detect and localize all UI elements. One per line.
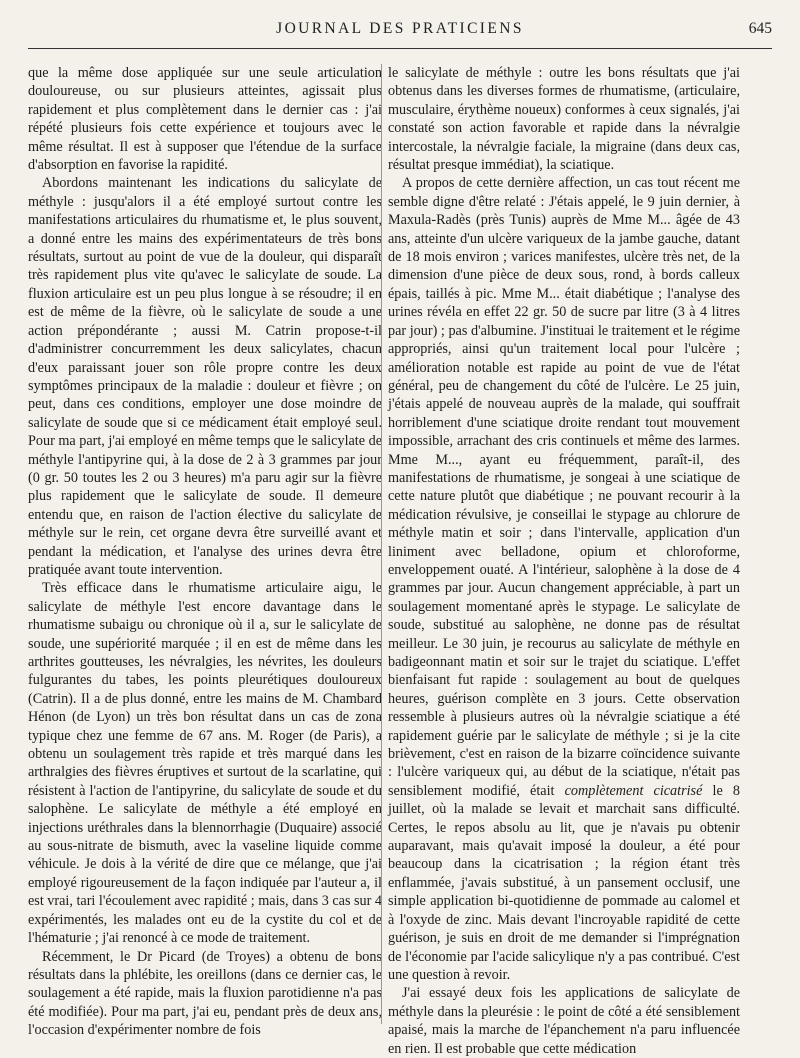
- paragraph-text: A propos de cette dernière affection, un cas tout récent me semble digne d'être relaté : J'étais appelé, le 9 juin dernier, à Maxula-Radès (près Tunis) auprès de Mme M... âgée de 43 ans, atteinte d'un ulcère variqueux de la jambe gauche, datant de 18 mois environ ; varices manifestes, ulcère très net, de la dimension d'une pièce de deux sous, rond, à bords calleux épais, taillés à pic. Mme M... était diabétique ; l'analyse des urines révéla en effet 22 gr. 50 de sucre par litre (3 à 4 litres par jour) ; pas d'albumine. J'instituai le traitement et le régime appropriés, ainsi qu'un traitement local pour l'ulcère ; amélioration notable est rapide au point de vue de l'état général, peu de changement du côté de l'ulcère. Le 25 juin, j'étais appelé de nouveau auprès de la malade, qui souffrait horriblement d'une sciatique droite rendant tout mouvement impossible, arrachant des cris continuels et même des larmes. Mme M..., ayant eu fréquemment, paraît-il, des manifestations de rhumatisme, je songeai à une sciatique de cette nature plutôt que diabétique ; ne pouvant recourir à la médication révulsive, je conseillai le stypage au chlorure de méthyle matin et soir ; dans l'intervalle, application d'un liniment avec belladone, opium et chloroforme, enveloppement ouaté. A l'intérieur, salophène à la dose de 4 grammes par jour. Aucun changement appréciable, à part un soulagement momentané après le stypage. Le salicylate de soude, substitué au salophène, ne donne pas de résultat meilleur. Le 30 juin, je recourus au salicylate de méthyle en badigeonnant matin et soir sur le trajet du sciatique. L'effet bienfaisant fut rapide : soulagement au bout de quelques heures, guérison complète en 3 jours. Cette observation ressemble à plusieurs autres où la névralgie sciatique a été rapidement guérie par le salicylate de méthyle ; si je la cite brièvement, c'est en raison de la bizarre coïncidence suivante : l'ulcère variqueux qui, au début de la sciatique, n'était pas sensiblement modifié, était: [388, 175, 740, 799]
- paragraph-text: le 8 juillet, où la malade se levait et marchait sans difficulté. Certes, le repos absolu au lit, que je n'avais pu obtenir auparavant, mais qu'avait imposé la douleur, a été pour beaucoup dans la cicatrisation ; la région étant très enflammée, j'avais substitué, à un pansement occlusif, une simple application bi-quotidienne de pommade au calomel et à l'oxyde de zinc. Mais devant l'incroyable rapidité de cette guérison, je suis en droit de me demander si l'imprégnation de l'économie par l'acide salicylique n'y a pas contribué. C'est une question à revoir.: [388, 782, 740, 983]
- column-divider: [381, 64, 382, 1024]
- running-title: JOURNAL DES PRATICIENS: [276, 20, 524, 37]
- paragraph: J'ai essayé deux fois les applications de salicylate de méthyle dans la pleurésie : le point de côté a été sensiblement apaisé, mais la marche de l'épanchement n'a paru influencée en rien. Il est probable que cette médication: [388, 985, 740, 1057]
- paragraph: Abordons maintenant les indications du salicylate de méthyle : jusqu'alors il a été employé surtout contre les manifestations articulaires du rhumatisme et, le plus souvent, a donné entre les mains des expérimentateurs de très bons résultats, surtout au point de vue de la douleur, qui disparaît très rapidement plus vite qu'avec le salicylate de soude. La fluxion articulaire est un peu plus longue à se résoudre; il en est de même de la fièvre, où le salicylate de soude a une action prépondérante ; aussi M. Catrin propose-t-il d'administrer concurremment les deux salicylates, chacun d'eux paraissant jouer son rôle propre contre les deux symptômes principaux de la maladie : douleur et fièvre ; on peut, dans ces conditions, employer une dose moindre de salicylate de soude que si ce médicament était employé seul. Pour ma part, j'ai employé en même temps que le salicylate de méthyle l'antipyrine qui, à la dose de 2 à 3 grammes par jour (0 gr. 50 toutes les 2 ou 3 heures) m'a paru agir sur la fièvre plus rapidement que le salicylate de soude. Il demeure entendu que, en raison de l'action élective du salicylate de méthyle sur le rein, cet organe devra être surveillé avant et pendant la médication, et l'analyse des urines devra être pratiquée avant toute intervention.: [28, 175, 382, 578]
- italic-emphasis: complètement cicatrisé: [564, 782, 703, 799]
- right-column: [388, 64, 740, 1058]
- paragraph: Récemment, le Dr Picard (de Troyes) a obtenu de bons résultats dans la phlébite, les oreillons (dans ce dernier cas, le soulagement a été rapide, mais la fluxion parotidienne n'a pas été modifiée). Pour ma part, j'ai eu, pendant près de deux ans, l'occasion d'expérimenter nombre de fois: [28, 948, 382, 1039]
- page-number: 645: [748, 20, 772, 37]
- paragraph: Très efficace dans le rhumatisme articulaire aigu, le salicylate de méthyle l'est encore davantage dans le rhumatisme subaigu ou chronique où il a, sur le salicylate de soude, une supériorité marquée ; il en est de même dans les arthrites goutteuses, les névralgies, les névrites, les douleurs fulgurantes du tabes, les points pleurétiques douloureux (Catrin). Il a de plus donné, entre les mains de M. Chambard Hénon (de Lyon) un très bon résultat dans un cas de zona typique chez une femme de 67 ans. M. Roger (de Paris), a obtenu un soulagement très rapide et très marqué dans les arthralgies des fièvres éruptives et surtout de la scarlatine, qui résistent à l'action de l'antipyrine, du salicylate de soude et du salophène. Le salicylate de méthyle a été employé en injections uréthrales dans la blennorrhagie (Duquaire) associé au sous-nitrate de bismuth, avec la vaseline liquide comme véhicule. Je dois à la vérité de dire que ce mélange, que j'ai employé rigoureusement de la façon indiquée par l'auteur a, il est vrai, tari l'écoulement avec rapidité ; mais, dans 3 cas sur 4 expérimentés, les malades ont eu de la cystite du col et de l'hématurie ; j'ai renoncé à ce mode de traitement.: [28, 580, 382, 947]
- header-rule: [28, 48, 772, 49]
- paragraph: [388, 174, 740, 984]
- page-header: [28, 18, 772, 44]
- paragraph: le salicylate de méthyle : outre les bons résultats que j'ai obtenus dans les diverses formes de rhumatisme, (articulaire, musculaire, érythème noueux) conformes à ceux signalés, j'ai constaté son action favorable et rapide dans la névralgie intercostale, la névralgie faciale, la migraine (dans deux cas, résultat presque immédiat), la sciatique.: [388, 65, 740, 174]
- left-column: [28, 64, 382, 1040]
- paragraph: que la même dose appliquée sur une seule articulation douloureuse, ou sur plusieurs atteintes, agissait plus rapidement et plus complètement dans le dernier cas : j'ai répété plusieurs fois cette expérience et toujours avec le même résultat. Il est à supposer que l'étendue de la surface d'absorption en favorise la rapidité.: [28, 65, 382, 174]
